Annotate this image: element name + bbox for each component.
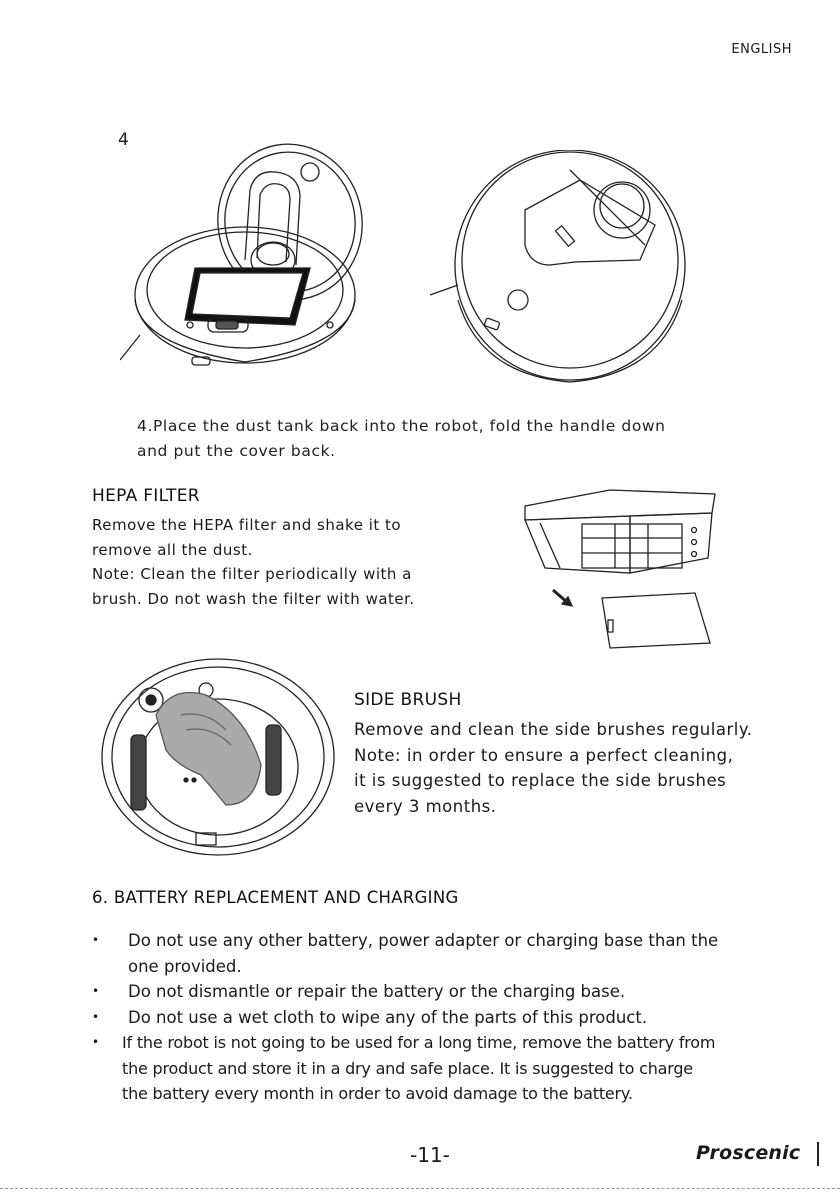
bullet-item <box>92 979 792 1005</box>
page-number: -11- <box>410 1143 450 1167</box>
side-brush-line: it is suggested to replace the side brushes <box>354 771 727 790</box>
side-brush-illustration <box>96 655 346 860</box>
hepa-heading: HEPA FILTER <box>92 486 200 506</box>
bullet-item <box>92 1005 792 1031</box>
bullet-line: Do not use a wet cloth to wipe any of the parts of this product. <box>128 1007 648 1027</box>
bullet-dot: • <box>92 1035 99 1049</box>
side-brush-line: Note: in order to ensure a perfect cleaning, <box>354 745 734 765</box>
bullet-item <box>92 928 792 979</box>
side-brush-text <box>354 717 752 819</box>
side-brush-line: Remove and clean the side brushes regularly. <box>354 720 753 739</box>
bullet-dot: • <box>92 984 100 998</box>
side-brush-line: every 3 months. <box>354 796 497 816</box>
bullet-line: the product and store it in a dry and safe place. It is suggested to charge <box>122 1058 693 1078</box>
battery-heading: 6. BATTERY REPLACEMENT AND CHARGING <box>92 888 459 907</box>
bullet-dot: • <box>92 933 100 947</box>
bullet-line: Do not use any other battery, power adapter or charging base than the <box>128 931 719 950</box>
robot-closed-illustration <box>430 150 695 390</box>
brand-logo: Proscenic <box>696 1142 801 1164</box>
robot-open-lid-illustration <box>120 140 380 380</box>
step-caption <box>137 414 666 464</box>
hepa-line: remove all the dust. <box>92 540 253 559</box>
hepa-line: Remove the HEPA filter and shake it to <box>92 516 402 534</box>
language-label: ENGLISH <box>731 42 792 57</box>
side-brush-heading: SIDE BRUSH <box>354 690 462 710</box>
bullet-item <box>92 1030 792 1107</box>
bottom-rule <box>0 1188 840 1190</box>
brand-divider <box>817 1142 819 1166</box>
bullet-line: one provided. <box>128 956 242 976</box>
bullet-line: If the robot is not going to be used for a long time, remove the battery from <box>122 1033 716 1052</box>
hepa-line: Note: Clean the filter periodically with a <box>92 565 412 583</box>
bullet-dot: • <box>92 1009 100 1024</box>
bullet-line: Do not dismantle or repair the battery or the charging base. <box>128 982 626 1001</box>
caption-line: and put the cover back. <box>137 442 336 460</box>
hepa-text <box>92 513 415 611</box>
hepa-line: brush. Do not wash the filter with water. <box>92 589 415 608</box>
caption-line: 4.Place the dust tank back into the robot, fold the handle down <box>137 417 666 435</box>
battery-bullet-list <box>92 928 792 1107</box>
bullet-line: the battery every month in order to avoid damage to the battery. <box>122 1084 633 1103</box>
step-number: 4 <box>118 130 129 150</box>
hepa-filter-illustration <box>520 478 725 650</box>
